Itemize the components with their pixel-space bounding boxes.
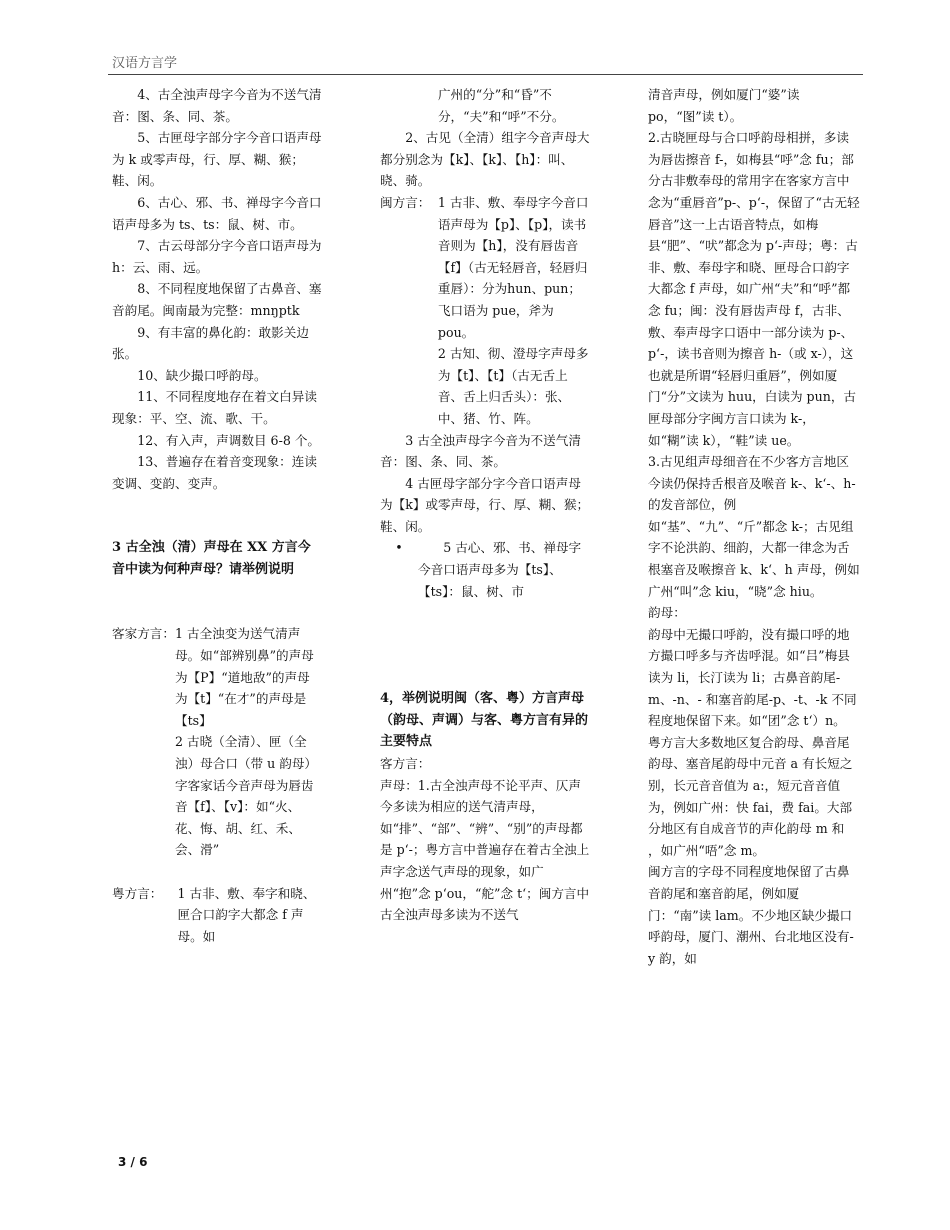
left-column bbox=[112, 84, 322, 947]
list-item: 5 古心、邪、书、禅母字今音口语声母多为【ts】、【ts】：鼠、树、市 bbox=[418, 540, 582, 599]
question-3: 3 古全浊（清）声母在 XX 方言今音中读为何种声母？请举例说明 bbox=[112, 540, 311, 577]
hakka-section bbox=[112, 623, 322, 861]
list-item: 13、普遍存在着音变现象：连读变调、变韵、变声。 bbox=[112, 454, 317, 491]
continued-text: 广州的“分”和“昏”不分，“夫”和“呼”不分。 bbox=[437, 87, 565, 124]
list-item: 11、不同程度地存在着文白异读现象：平、空、流、歌、干。 bbox=[112, 389, 317, 426]
hakka-body: 声母：1.古全浊声母不论平声、仄声今多读为相应的送气清声母，如“排”、“部”、“辨”、“别”的声母都是 p‘-；粤方言中普遍存在着古全浊上声字念送气声母的现象，如广州“抱”念 p‘ou，“舵”念 t‘；闽方言中古全浊声母多读为不送气 bbox=[380, 777, 590, 923]
list-item: 7、古云母部分字今音口语声母为 h：云、雨、远。 bbox=[112, 238, 322, 275]
list-item: 5、古匣母字部分字今音口语声母为 k 或零声母，行、厚、糊、猴；鞋、闲。 bbox=[112, 130, 322, 189]
header-rule bbox=[108, 74, 863, 75]
list-item: 8、不同程度地保留了古鼻音、塞音韵尾。闽南最为完整：mnŋptk bbox=[112, 281, 322, 318]
list-item: 2 古知、彻、澄母字声母多为【t】、【t】（古无舌上音、舌上归舌头）：张、中、猪、竹、阵。 bbox=[437, 346, 589, 426]
hakka-heading: 客方言： bbox=[380, 756, 431, 772]
question-4: 4，举例说明闽（客、粤）方言声母（韵母、声调）与客、粤方言有异的主要特点 bbox=[380, 691, 589, 750]
list-item: 1 古非、敷、奉母字今音口语声母为【p】、【p】，读书音则为【h】，没有唇齿音【f】（古无轻唇音，轻唇归重唇）：分为hun、pun；飞口语为 pue，斧为pou。 bbox=[437, 194, 589, 340]
list-item: 10、缺少撮口呼韵母。 bbox=[137, 367, 267, 383]
paragraph: 清音声母，例如厦门“婆”读 po，“图”读 t）。 bbox=[648, 87, 800, 124]
right-column bbox=[648, 84, 860, 969]
list-item: 3 古全浊声母字今音为不送气清音：图、条、同、茶。 bbox=[380, 432, 581, 470]
list-item: 1 古非、敷、奉字和晓、匣合口韵字大都念 f 声母。如 bbox=[177, 885, 316, 944]
middle-column bbox=[380, 84, 590, 926]
list-item: 2 古晓（全清）、匣（全浊）母合口（带 u 韵母）字客家话今音声母为唇齿音【f】、【v】：如“火、花、悔、胡、红、禾、会、滑” bbox=[174, 734, 318, 858]
yue-section bbox=[112, 883, 322, 948]
bullet-marker: • bbox=[395, 540, 403, 556]
paragraph: 韵母： bbox=[648, 605, 686, 621]
running-header: 汉语方言学 bbox=[112, 56, 178, 71]
list-item: 1 古全浊变为送气清声母。如“部辨别鼻”的声母为【P】“道地敌”的声母为【t】“在才”的声母是【ts】 bbox=[174, 626, 314, 728]
min-label: 闽方言： bbox=[380, 194, 431, 210]
bullet-item bbox=[380, 537, 590, 602]
paragraph: 闽方言的字母不同程度地保留了古鼻音韵尾和塞音韵尾，例如厦门：“南”读 lam。不少地区缺少撮口呼韵母，厦门、潮州、台北地区没有-y 韵，如 bbox=[648, 864, 854, 966]
list-item: 4、古全浊声母字今音为不送气清音：图、条、同、茶。 bbox=[112, 87, 322, 124]
list-item: 12、有入声，声调数目 6-8 个。 bbox=[137, 432, 321, 448]
paragraph: 韵母中无撮口呼韵，没有撮口呼的地方撮口呼多与齐齿呼混。如“吕”梅县读为 li，长汀读为 li；古鼻音韵尾-m、-n、- 和塞音韵尾-p、-t、-k 不同程度地保留下来。如“团”念 t‘）n。 bbox=[648, 626, 857, 729]
paragraph: 2.古晓匣母与合口呼韵母相拼，多读为唇齿擦音 f-，如梅县“呼”念 fu；部分古非敷奉母的常用字在客家方言中念为“重唇音”p-、p‘-，保留了“古无轻唇音”这一上古语音特点，如梅县“肥”、“吠”都念为 p‘-声母；粤：古非、敷、奉母字和晓、匣母合口韵字大都念 f 声母，如广州“夫”和“呼”都念 fu；闽：没有唇齿声母 f，古非、敷、奉声母字口语中一部分读为 p-、p‘-，读书音则为擦音 h-（或 x-），这也就是所谓“轻唇归重唇”，例如厦门“分”文读为 huu，白读为 pun，古匣母部分字闽方言口读为 k-，如“糊”读 k），“鞋”读 ue。 bbox=[648, 130, 860, 448]
hakka-label: 客家方言： bbox=[112, 626, 175, 642]
list-item: 9、有丰富的鼻化韵：敢影关边张。 bbox=[112, 324, 309, 362]
list-item: 4 古匣母字部分字今音口语声母为【k】或零声母，行、厚、糊、猴；鞋、闲。 bbox=[380, 475, 590, 534]
list-item: 6、古心、邪、书、禅母字今音口语声母多为 ts、ts：鼠、树、市。 bbox=[112, 194, 322, 232]
list-item: 2、古见（全清）组字今音声母大都分别念为【k】、【k】、【h】：叫、晓、骑。 bbox=[380, 130, 590, 189]
min-section bbox=[380, 192, 590, 430]
page-number: 3 / 6 bbox=[118, 1155, 148, 1169]
yue-label: 粤方言： bbox=[112, 885, 163, 901]
paragraph: 3.古见组声母细音在不少客方言地区今读仍保持舌根音及喉音 k-、k‘-、h-的发音部位，例如“基”、“九”、“斤”都念 k-；古见组字不论洪韵、细韵，大都一律念为舌根塞音及喉擦音 k、k‘、h 声母，例如广州“叫”念 kiu，“晓”念 hiu。 bbox=[648, 454, 860, 599]
paragraph: 粤方言大多数地区复合韵母、鼻音尾韵母、塞音尾韵母中元音 a 有长短之别，长元音音值为 a:，短元音音值为，例如广州：快 fai，费 fai。大部分地区有自成音节的声化韵母 m 和 ，如广州“唔”念 m。 bbox=[648, 734, 853, 858]
